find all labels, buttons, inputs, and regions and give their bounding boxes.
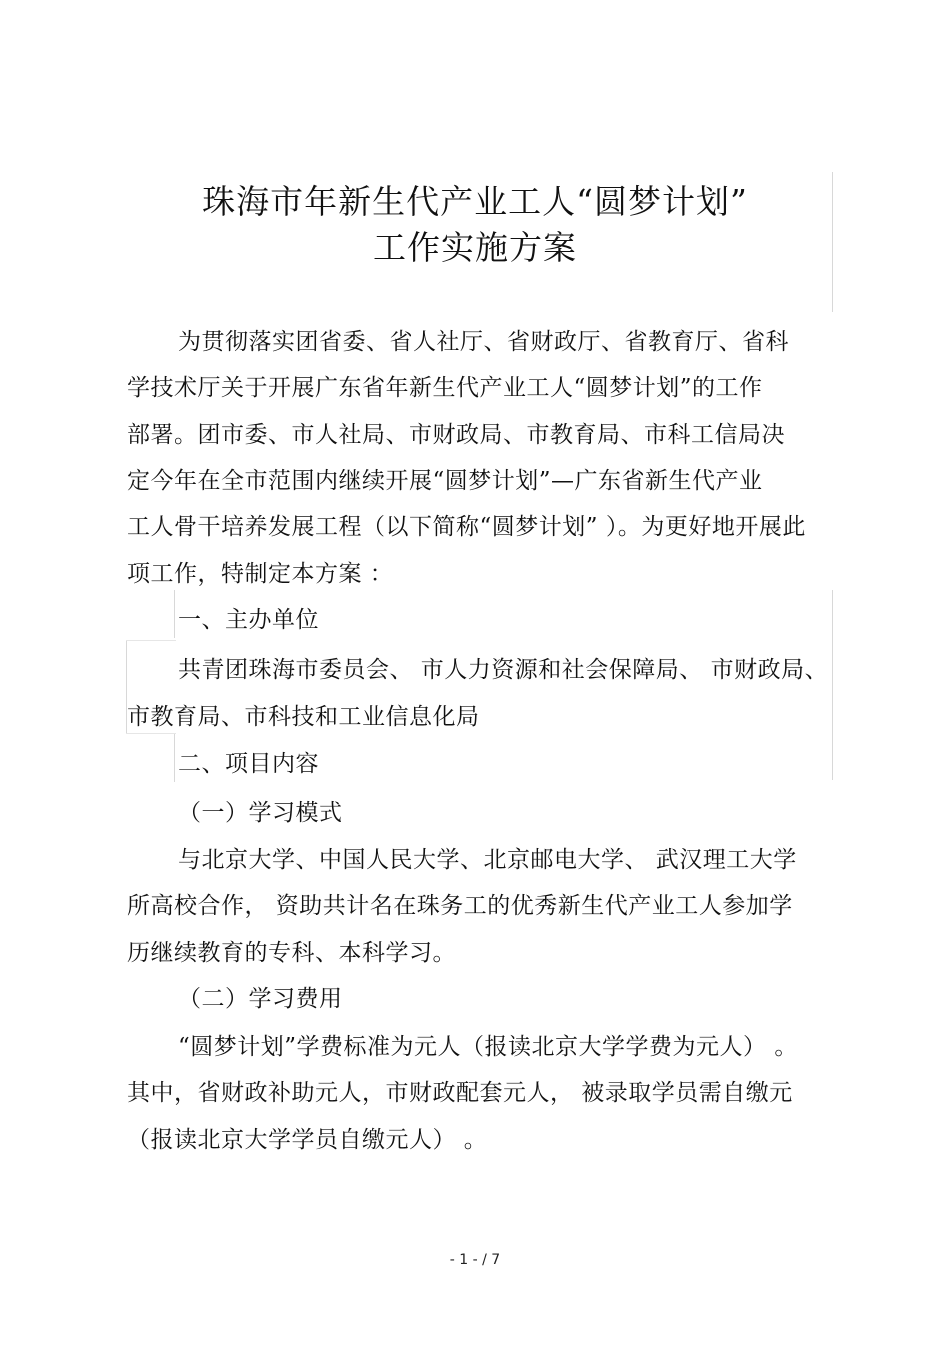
page-number: - 1 - / 7 [449, 1252, 501, 1268]
body-line: 部署。团市委、市人社局、市财政局、市教育局、市科工信局决 [127, 422, 785, 448]
body-line: 市教育局、市科技和工业信息化局 [127, 704, 480, 730]
document-title: 珠海市年新生代产业工人“圆梦计划” [202, 182, 748, 221]
body-line: 定今年在全市范围内继续开展“圆梦计划”—广东省新生代产业 [127, 468, 763, 494]
section-heading: 二、项目内容 [178, 751, 319, 777]
indent-rule [126, 733, 176, 734]
body-line: 工人骨干培养发展工程（以下简称“圆梦计划” ）。为更好地开展此 [127, 514, 806, 540]
body-line: 所高校合作， 资助共计名在珠务工的优秀新生代产业工人参加学 [127, 893, 793, 919]
subsection-heading: （一）学习模式 [178, 800, 343, 826]
body-line: 共青团珠海市委员会、 市人力资源和社会保障局、 市财政局、 [178, 657, 829, 683]
indent-rule [174, 734, 175, 782]
body-line: 其中，省财政补助元人，市财政配套元人， 被录取学员需自缴元 [127, 1080, 793, 1106]
document-subtitle: 工作实施方案 [373, 228, 577, 267]
body-line: 与北京大学、中国人民大学、北京邮电大学、 武汉理工大学 [178, 847, 797, 873]
indent-rule [174, 590, 175, 638]
subsection-heading: （二）学习费用 [178, 986, 343, 1012]
body-line: （报读北京大学学员自缴元人） 。 [127, 1127, 488, 1153]
margin-rule [832, 590, 833, 780]
body-line: 为贯彻落实团省委、省人社厅、省财政厅、省教育厅、省科 [178, 329, 789, 355]
indent-rule [126, 640, 176, 641]
body-line: “圆梦计划”学费标准为元人（报读北京大学学费为元人） 。 [178, 1034, 798, 1060]
body-line: 项工作，特制定本方案 ： [127, 561, 394, 587]
body-line: 历继续教育的专科、本科学习。 [127, 940, 456, 966]
section-heading: 一、主办单位 [178, 607, 319, 633]
body-line: 学技术厅关于开展广东省年新生代产业工人“圆梦计划”的工作 [127, 375, 763, 401]
